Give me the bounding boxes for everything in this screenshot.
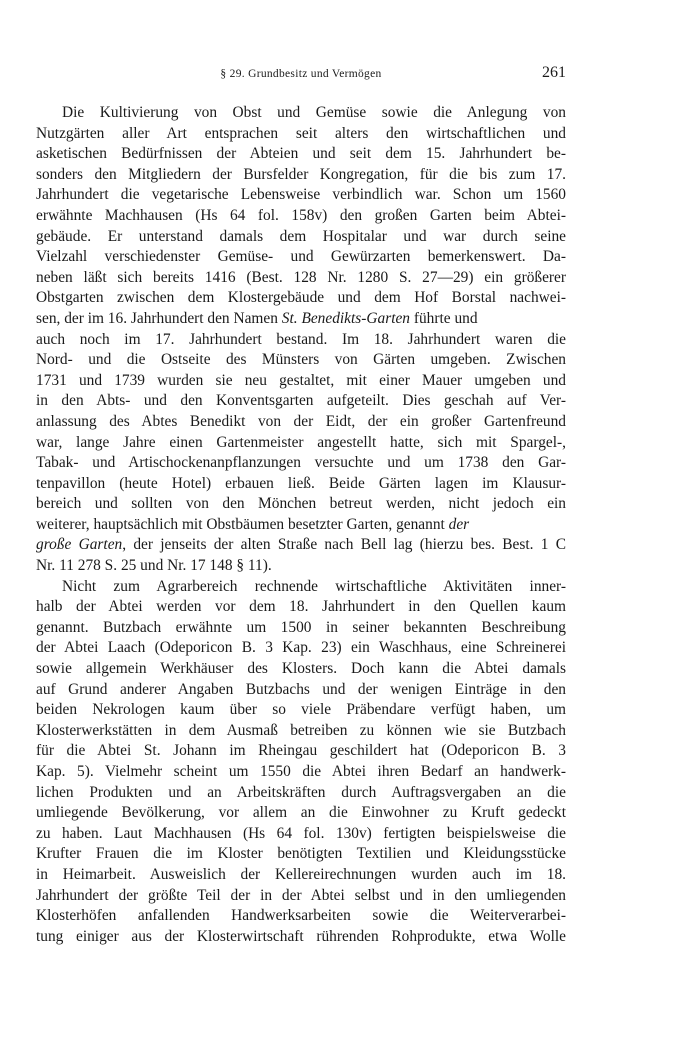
- text-line: in den Abts- und den Konventsgarten aufgeteilt. Dies geschah auf Ver-: [36, 392, 566, 410]
- text-line: tung einiger aus der Klosterwirtschaft rührenden Rohprodukte, etwa Wolle: [36, 927, 566, 945]
- text-line: für die Abtei St. Johann im Rheingau geschildert hat (Odeporicon B. 3: [36, 742, 566, 760]
- text-line: Die Kultivierung von Obst und Gemüse sowie die Anlegung von: [62, 104, 566, 121]
- text-line: anlassung des Abtes Benedikt von der Eidt, der ein großer Gartenfreund: [36, 412, 566, 430]
- text-line: Vielzahl verschiedenster Gemüse- und Gewürzarten bemerkenswert. Da-: [36, 248, 566, 266]
- text-line: Klosterhöfen anfallenden Handwerksarbeiten sowie die Weiterverarbei-: [36, 907, 566, 925]
- text-line: Obstgarten zwischen dem Klostergebäude und dem Hof Borstal nachwei-: [36, 289, 566, 307]
- body-text: [36, 103, 566, 947]
- text-segment: , der jenseits der alten Straße nach Bell lag (hierzu bes. Best. 1 C: [122, 536, 566, 554]
- text-line: sonders den Mitgliedern der Bursfelder Kongregation, für die bis zum 17.: [36, 165, 566, 183]
- text-line: Nord- und die Ostseite des Münsters von Gärten umgeben. Zwischen: [36, 351, 566, 369]
- italic-grosse-garten: große Garten: [36, 536, 123, 554]
- text-line: auch noch im 17. Jahrhundert bestand. Im 18. Jahrhundert waren die: [36, 330, 566, 348]
- text-line: beiden Nekrologen kaum über so viele Präbendare verfügt haben, um: [36, 701, 566, 719]
- page-number: 261: [542, 64, 566, 81]
- text-line: Jahrhundert der größte Teil der in der Abtei selbst und in den umliegenden: [36, 886, 566, 904]
- text-line-mixed: [36, 535, 566, 556]
- text-line: asketischen Bedürfnissen der Abteien und seit dem 15. Jahrhundert be-: [36, 145, 566, 163]
- text-line: Klosterwerkstätten in dem Ausmaß betreiben zu können wie sie Butzbach: [36, 721, 566, 739]
- text-line: in Heimarbeit. Ausweislich der Kellereirechnungen wurden auch im 18.: [36, 865, 566, 883]
- italic-garden-name: St. Benedikts-Garten: [281, 309, 411, 327]
- text-line: tenpavillon (heute Hotel) erbauen ließ. Beide Gärten lagen im Klausur-: [36, 474, 566, 492]
- text-line: genannt. Butzbach erwähnte um 1500 in seiner bekannten Beschreibung: [36, 618, 566, 636]
- text-segment: weiterer, hauptsächlich mit Obstbäumen besetzter Garten, genannt: [36, 515, 445, 533]
- text-line: neben läßt sich bereits 1416 (Best. 128 Nr. 1280 S. 27—29) ein größerer: [36, 268, 566, 286]
- text-line: Tabak- und Artischockenanpflanzungen versuchte und um 1738 den Gar-: [36, 454, 566, 472]
- text-line: Jahrhundert die vegetarische Lebensweise verbindlich war. Schon um 1560: [36, 186, 566, 204]
- text-line: auf Grund anderer Angaben Butzbachs und der wenigen Einträge in den: [36, 680, 566, 698]
- text-segment: sen, der im 16. Jahrhundert den Namen: [36, 309, 278, 327]
- text-line: Krufter Frauen die im Kloster benötigten Textilien und Kleidungsstücke: [36, 845, 566, 863]
- text-line: der Abtei Laach (Odeporicon B. 3 Kap. 23) ein Waschhaus, eine Schreinerei: [36, 639, 566, 657]
- text-line: war, lange Jahre einen Gartenmeister angestellt hatte, sich mit Spargel-,: [36, 433, 566, 451]
- text-line: Nr. 11 278 S. 25 und Nr. 17 148 § 11).: [36, 557, 272, 575]
- text-segment: führte und: [410, 309, 478, 327]
- text-line: zu haben. Laut Machhausen (Hs 64 fol. 130v) fertigten beispielsweise die: [36, 824, 566, 842]
- text-line: halb der Abtei werden vor dem 18. Jahrhundert in den Quellen kaum: [36, 598, 566, 616]
- running-head-title: § 29. Grundbesitz und Vermögen: [220, 68, 382, 80]
- text-line: Nutzgärten aller Art entsprachen seit alters den wirtschaftlichen und: [36, 124, 566, 142]
- text-line: erwähnte Machhausen (Hs 64 fol. 158v) den großen Garten beim Abtei-: [36, 206, 566, 224]
- text-line: Kap. 5). Vielmehr scheint um 1550 die Abtei ihren Bedarf an handwerk-: [36, 763, 566, 780]
- text-line: 1731 und 1739 wurden sie neu gestaltet, mit einer Mauer umgeben und: [36, 371, 566, 389]
- text-line: bereich und sollten von den Mönchen betreut werden, nicht jedoch ein: [36, 495, 566, 513]
- book-page: [36, 0, 566, 1048]
- text-line-mixed: [36, 515, 566, 536]
- text-line: lichen Produkten und an Arbeitskräften durch Auftragsvergaben an die: [36, 783, 566, 801]
- text-line: gebäude. Er unterstand damals dem Hospitalar und war durch seine: [36, 227, 566, 245]
- text-line-mixed: [36, 309, 566, 330]
- text-line: umliegende Bevölkerung, vor allem an die Einwohner zu Kruft gedeckt: [36, 804, 566, 822]
- text-line: sowie allgemein Werkhäuser des Klosters. Doch kann die Abtei damals: [36, 660, 566, 678]
- italic-der: der: [448, 515, 470, 533]
- running-head: [36, 66, 566, 86]
- text-line: Nicht zum Agrarbereich rechnende wirtschaftliche Aktivitäten inner-: [62, 577, 566, 595]
